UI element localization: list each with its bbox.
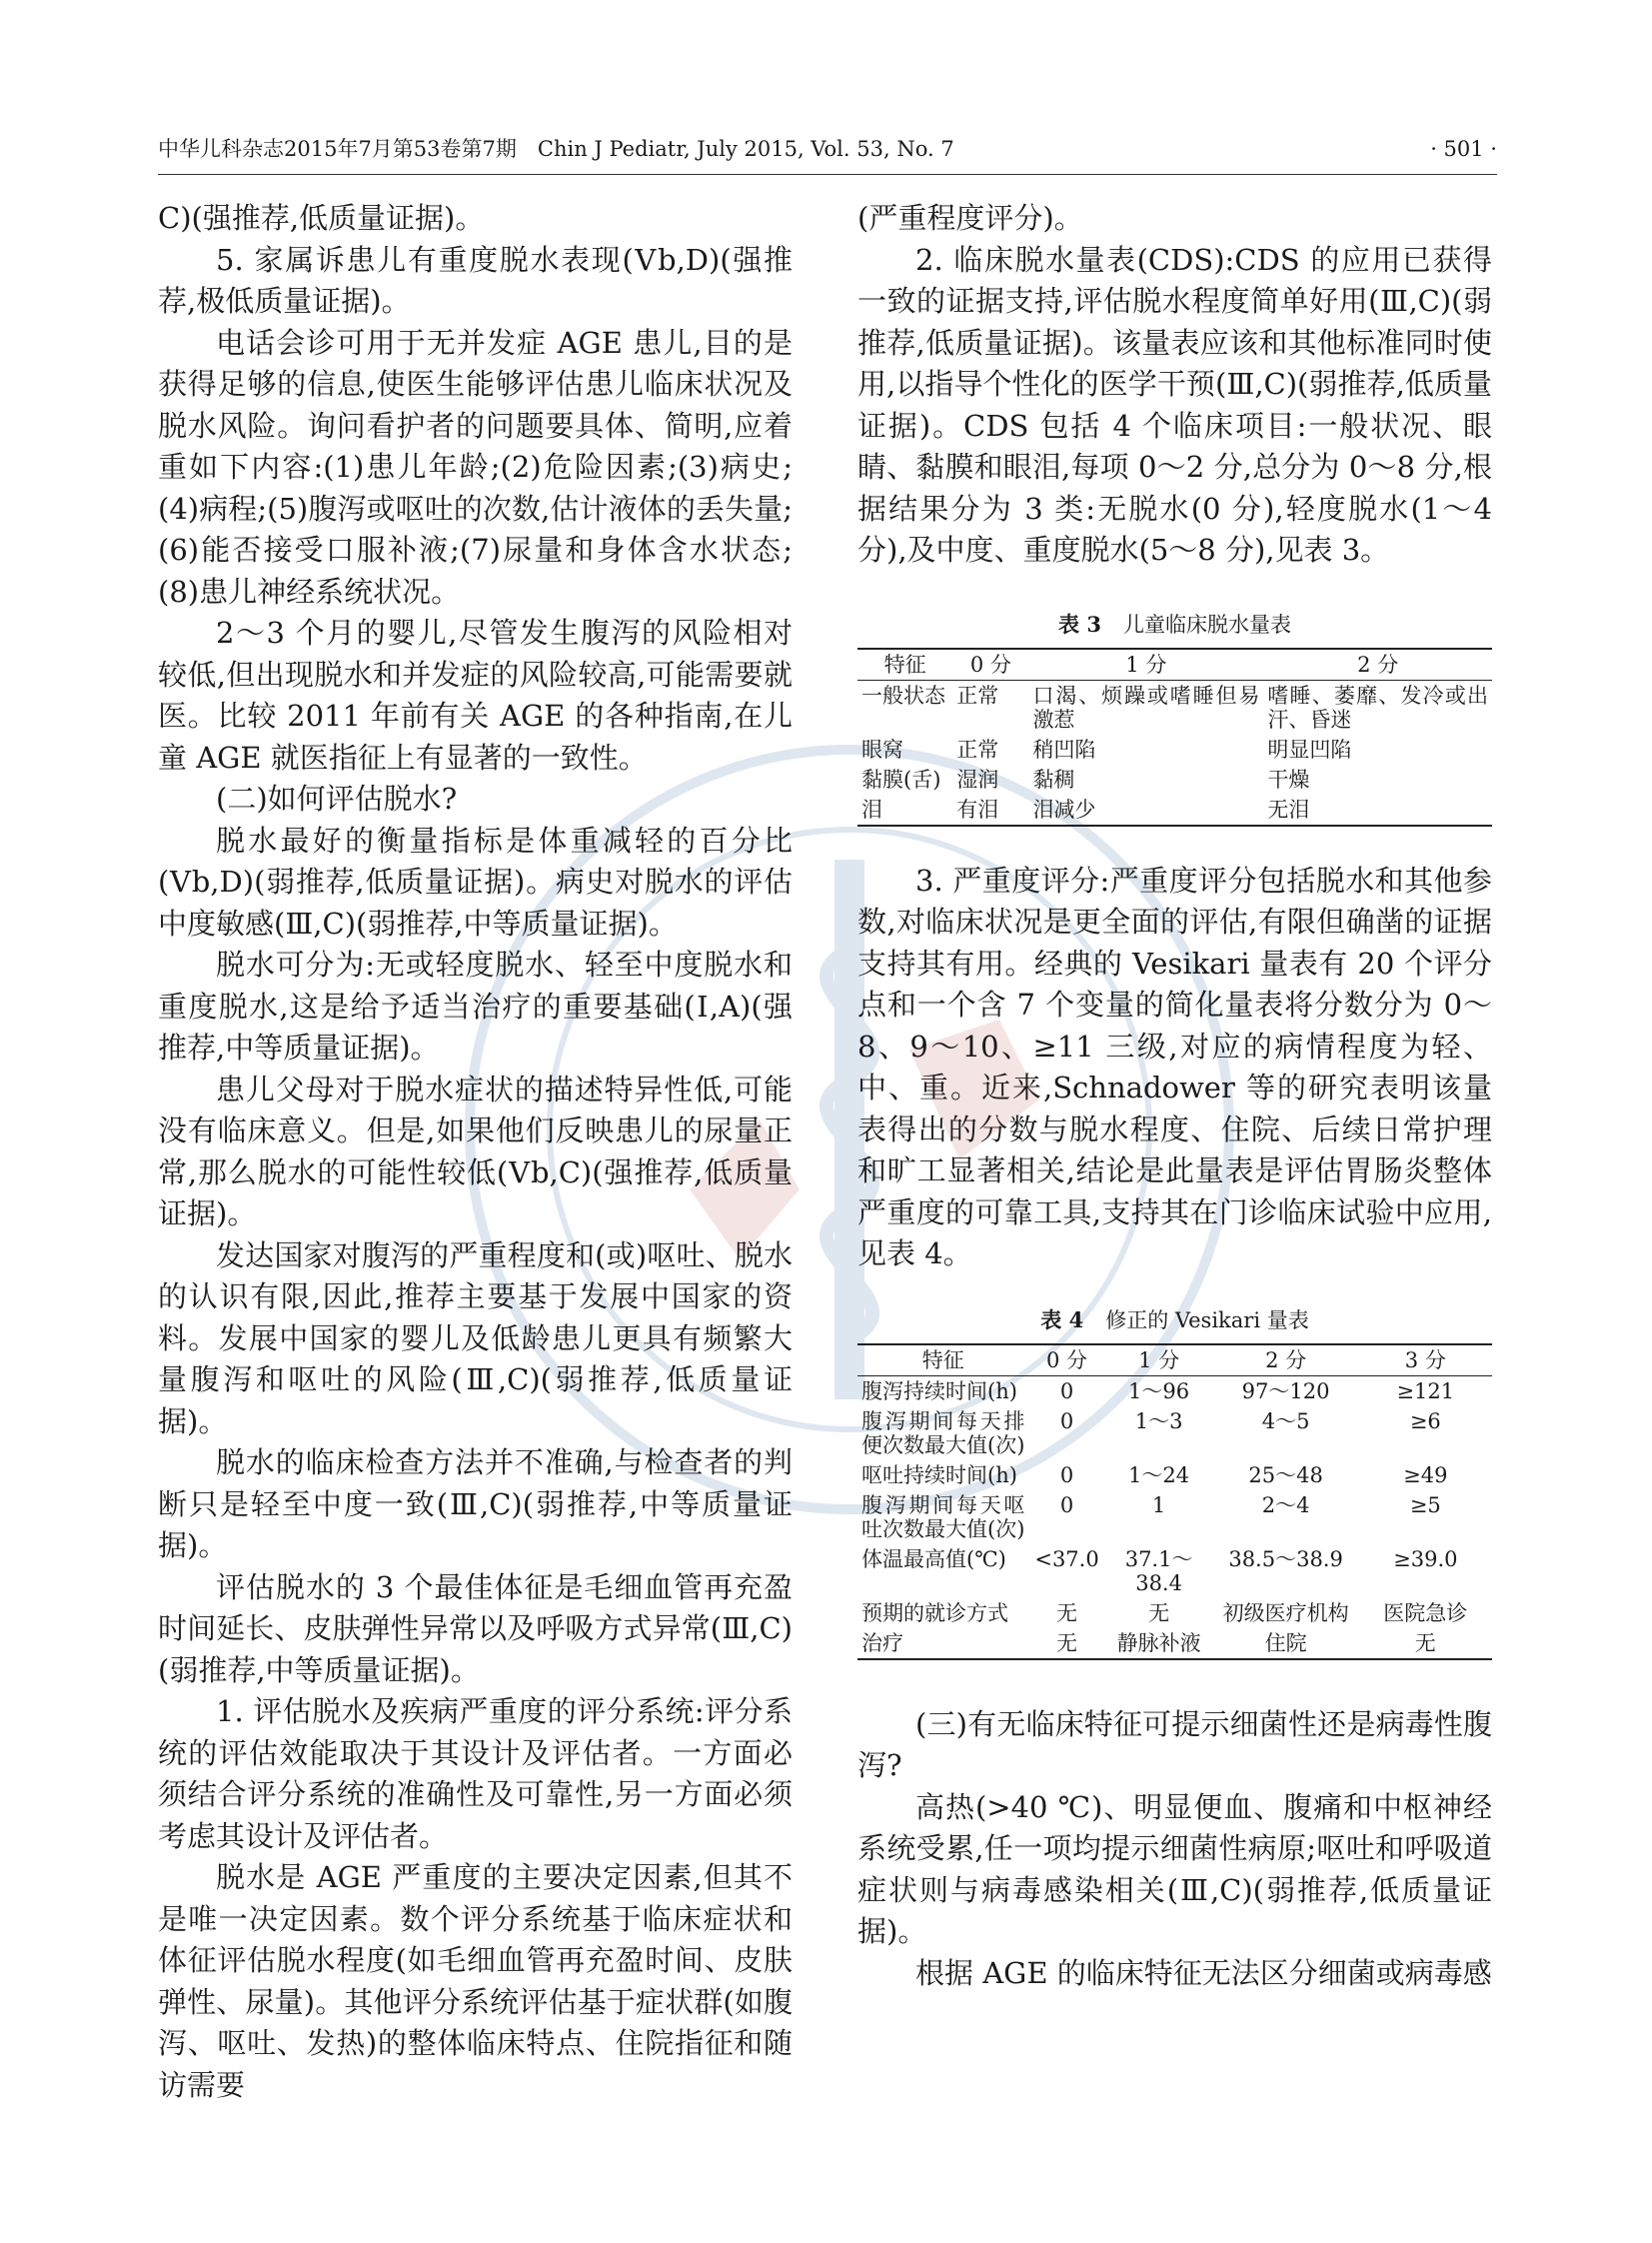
paragraph: 脱水是 AGE 严重度的主要决定因素,但其不是唯一决定因素。数个评分系统基于临床症状和体征评估脱水程度(如毛细血管再充盈时间、皮肤弹性、尿量)。其他评分系统评估基于症状群(如腹泻、呕吐、发热)的整体临床特点、住院指征和随访需要 [158,1860,793,2102]
paragraph: 脱水可分为:无或轻度脱水、轻至中度脱水和重度脱水,这是给予适当治疗的重要基础(Ⅰ,A)(强推荐,中等质量证据)。 [158,948,793,1065]
left-column [158,198,793,2106]
table-header-cell: 1 分 [1028,649,1263,681]
table4-title [857,1305,1492,1335]
table-cell: 腹泻期间每天排便次数最大值(次) [861,1408,1025,1457]
paragraph: 2. 临床脱水量表(CDS):CDS 的应用已获得一致的证据支持,评估脱水程度简单好用(Ⅲ,C)(弱推荐,低质量证据)。该量表应该和其他标准同时使用,以指导个性化的医学干预(Ⅲ,C)(弱推荐,低质量证据)。CDS 包括 4 个临床项目:一般状况、眼睛、黏膜和眼泪,每项 0～2 分,总分为 0～8 分,根据结果分为 3 类:无脱水(0 分),轻度脱水(1～4 分),及中度、重度脱水(5～8 分),见表 3。 [857,242,1492,567]
table-cell: 0 [1059,1408,1074,1433]
page-number: · 501 · [1430,137,1497,161]
paragraph: 根据 AGE 的临床特征无法区分细菌或病毒感 [915,1955,1492,1990]
table-row [857,1375,1492,1406]
table-cell: 无 [1359,1628,1492,1659]
paragraph: (严重程度评分)。 [857,201,1083,235]
paragraph: 2～3 个月的婴儿,尽管发生腹泻的风险相对较低,但出现脱水和并发症的风险较高,可能需要就医。比较 2011 年前有关 AGE 的各种指南,在儿童 AGE 就医指征上有显著的一致性。 [158,616,793,775]
table-cell: <37.0 [1034,1546,1099,1571]
running-header [158,132,1497,166]
paragraph: 电话会诊可用于无并发症 AGE 患儿,目的是获得足够的信息,使医生能够评估患儿临床状况及脱水风险。询问看护者的问题要具体、简明,应着重如下内容:(1)患儿年龄;(2)危险因素;(3)病史;(4)病程;(5)腹泻或呕吐的次数,估计液体的丢失量;(6)能否接受口服补液;(7)尿量和身体含水状态;(8)患儿神经系统状况。 [158,325,793,609]
paragraph: 脱水最好的衡量指标是体重减轻的百分比(Ⅴb,D)(弱推荐,低质量证据)。病史对脱水的评估中度敏感(Ⅲ,C)(弱推荐,中等质量证据)。 [158,823,793,941]
table-header-cell: 2 分 [1263,649,1492,681]
table-cell: 有泪 [952,795,1028,826]
table-cell: 明显凹陷 [1267,737,1352,762]
table-cell: 干燥 [1267,767,1310,792]
table-row [857,1490,1492,1544]
right-top-text [857,198,1492,572]
table-cell: 初级医疗机构 [1222,1600,1349,1625]
table-cell: 泪 [857,795,952,826]
table-cell: 4～5 [1261,1408,1310,1433]
paragraph: 脱水的临床检查方法并不准确,与检查者的判断只是轻至中度一致(Ⅲ,C)(弱推荐,中等质量证据)。 [158,1445,793,1562]
table-cell: 2～4 [1261,1492,1310,1517]
table-cell: 治疗 [857,1628,1028,1659]
table-cell: 97～120 [1241,1378,1330,1403]
table-cell: 嗜睡、萎靡、发冷或出汗、昏迷 [1267,683,1488,732]
table4-header-row [857,1344,1492,1376]
table3-label: 表 3 [1058,611,1101,637]
table-header-cell: 特征 [857,1344,1028,1376]
table-header-cell: 2 分 [1213,1344,1359,1376]
header-rule [158,174,1497,175]
paragraph: 3. 严重度评分:严重度评分包括脱水和其他参数,对临床状况是更全面的评估,有限但确凿的证据支持其有用。经典的 Vesikari 量表有 20 个评分点和一个含 7 个变量的简化量表将分数分为 0～8、9～10、≥11 三级,对应的病情程度为轻、中、重。近来,Schnadower 等的研究表明该量表得出的分数与脱水程度、住院、后续日常护理和旷工显著相关,结论是此量表是评估胃肠炎整体严重度的可靠工具,支持其在门诊临床试验中应用,见表 4。 [857,863,1492,1270]
paragraph: 发达国家对腹泻的严重程度和(或)呕吐、脱水的认识有限,因此,推荐主要基于发展中国家的资料。发展中国家的婴儿及低龄患儿更具有频繁大量腹泻和呕吐的风险(Ⅲ,C)(弱推荐,低质量证据)。 [158,1237,793,1438]
table-cell: 腹泻期间每天呕吐次数最大值(次) [861,1492,1025,1541]
table4-caption: 修正的 Vesikari 量表 [1105,1307,1309,1332]
table-header-cell: 0 分 [952,649,1028,681]
table-cell: 泪减少 [1028,795,1263,826]
table3-header-row [857,649,1492,681]
table4 [857,1343,1492,1660]
table-cell: 静脉补液 [1105,1628,1213,1659]
table-row [857,765,1492,795]
table-row [857,795,1492,826]
journal-citation: 中华儿科杂志2015年7月第53卷第7期 Chin J Pediatr, July 2015, Vol. 53, No. 7 [158,137,954,161]
table-cell: 0 [1059,1492,1074,1517]
table-cell: 预期的就诊方式 [861,1600,1008,1625]
table-cell: 体温最高值(℃) [861,1546,1006,1571]
table-cell: 湿润 [956,767,999,792]
table-cell: 无泪 [1263,795,1492,826]
table-cell: 黏稠 [1032,767,1075,792]
table-cell: 腹泻持续时间(h) [861,1378,1017,1403]
table-cell: ≥6 [1409,1408,1441,1433]
table-cell: 无 [1056,1600,1078,1625]
table-cell: 眼窝 [861,737,903,762]
table-cell: 0 [1059,1378,1074,1403]
table-cell: 正常 [956,683,999,708]
table-cell: 无 [1148,1600,1170,1625]
table3-title [857,610,1492,640]
right-middle-text [857,861,1492,1275]
paragraph: 高热(>40 ℃)、明显便血、腹痛和中枢神经系统受累,任一项均提示细菌性病原;呕吐和呼吸道症状则与病毒感染相关(Ⅲ,C)(弱推荐,低质量证据)。 [857,1789,1492,1948]
table-cell: ≥49 [1403,1462,1448,1487]
table-cell: ≥5 [1409,1492,1441,1517]
table-cell: 38.5～38.9 [1228,1546,1343,1571]
paragraph: (二)如何评估脱水? [216,782,458,816]
paragraph: 患儿父母对于脱水症状的描述特异性低,可能没有临床意义。但是,如果他们反映患儿的尿量正常,那么脱水的可能性较低(Ⅴb,C)(强推荐,低质量证据)。 [158,1072,793,1230]
table-row [857,735,1492,765]
right-bottom-text [857,1704,1492,1995]
table-cell: ≥39.0 [1393,1546,1458,1571]
table-row [857,1544,1492,1598]
table-header-cell: 3 分 [1359,1344,1492,1376]
table-row [857,1628,1492,1659]
table-row [857,1598,1492,1628]
table-cell: 口渴、烦躁或嗜睡但易激惹 [1032,683,1260,732]
table-cell: 1 [1151,1492,1166,1517]
table-cell: 医院急诊 [1383,1600,1468,1625]
table-row [857,680,1492,735]
paragraph: 5. 家属诉患儿有重度脱水表现(Ⅴb,D)(强推荐,极低质量证据)。 [158,242,793,318]
paragraph: 评估脱水的 3 个最佳体征是毛细血管再充盈时间延长、皮肤弹性异常以及呼吸方式异常(Ⅲ,C)(弱推荐,中等质量证据)。 [158,1569,793,1687]
paragraph: (三)有无临床特征可提示细菌性还是病毒性腹泻? [857,1706,1492,1782]
table3-caption: 儿童临床脱水量表 [1122,612,1291,637]
table-cell: 0 [1059,1462,1074,1487]
paragraph: C)(强推荐,低质量证据)。 [158,201,485,235]
table-cell: 1～24 [1128,1462,1190,1487]
table-cell: 无 [1028,1628,1104,1659]
table-row [857,1460,1492,1490]
table-header-cell: 特征 [857,649,952,681]
table-cell: 1～96 [1128,1378,1190,1403]
table-cell: 住院 [1213,1628,1359,1659]
table-cell: 稍凹陷 [1032,737,1096,762]
table-header-cell: 1 分 [1105,1344,1213,1376]
table-cell: 一般状态 [861,683,945,708]
table-cell: 25～48 [1248,1462,1323,1487]
table-cell: 正常 [956,737,999,762]
table-cell: ≥121 [1396,1378,1455,1403]
table-row [857,1406,1492,1460]
table-cell: 黏膜(舌) [861,767,941,792]
right-column [857,198,1492,1994]
table-cell: 1～3 [1134,1408,1183,1433]
table3 [857,648,1492,827]
table4-label: 表 4 [1040,1306,1084,1332]
table-cell: 37.1～38.4 [1124,1546,1193,1595]
paragraph: 1. 评估脱水及疾病严重度的评分系统:评分系统的评估效能取决于其设计及评估者。一方面必须结合评分系统的准确性及可靠性,另一方面必须考虑其设计及评估者。 [158,1694,793,1853]
table-header-cell: 0 分 [1028,1344,1104,1376]
table-cell: 呕吐持续时间(h) [861,1462,1017,1487]
